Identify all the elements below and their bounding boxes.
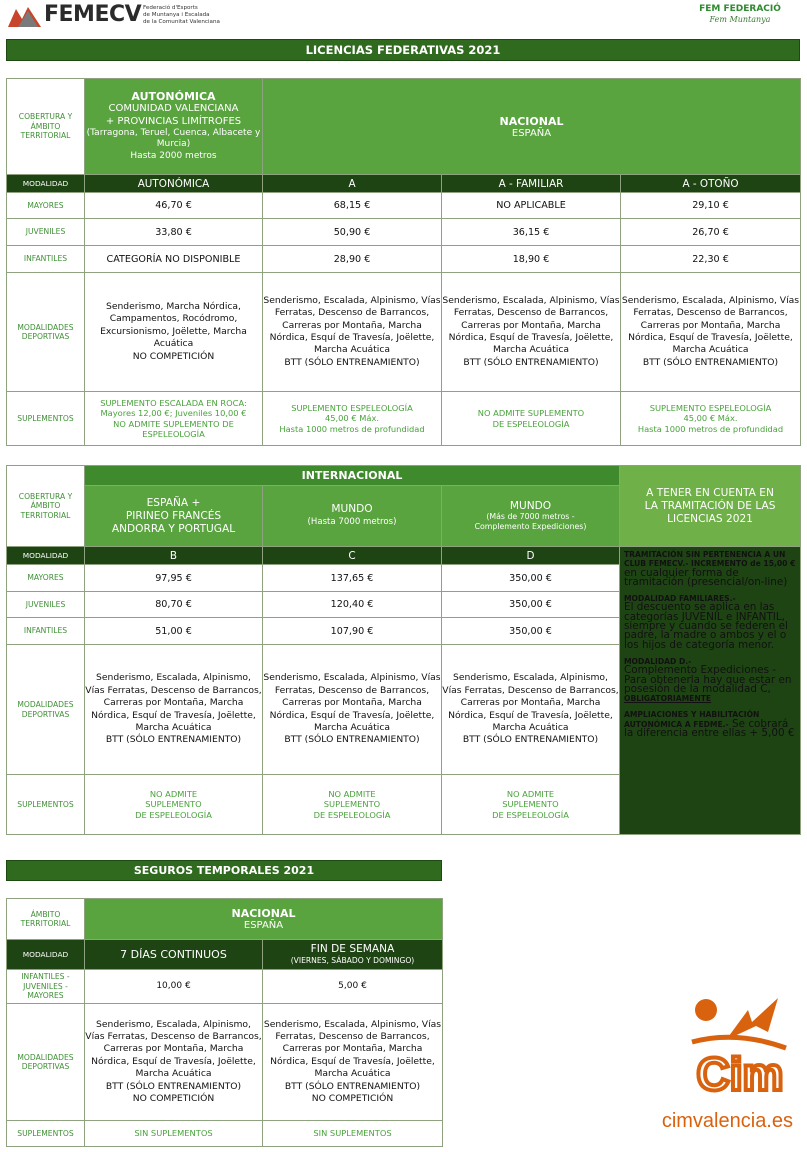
categorias-label: INFANTILES - JUVENILES - MAYORES	[7, 970, 85, 1004]
col-a-familiar: A - FAMILIAR	[442, 175, 621, 193]
price-cell: 107,90 €	[263, 618, 442, 645]
cim-logo-icon	[686, 992, 794, 1100]
suplemento-cell: NO ADMITE SUPLEMENTO DE ESPELEOLOGÍA	[263, 775, 442, 835]
suplementos-label: SUPLEMENTOS	[7, 775, 85, 835]
cobertura-label: COBERTURA Y ÁMBITO TERRITORIAL	[7, 79, 85, 175]
suplementos-label: SUPLEMENTOS	[7, 1121, 85, 1147]
internacional-table	[6, 465, 801, 835]
col-b: B	[85, 547, 263, 565]
licencias-title: LICENCIAS FEDERATIVAS 2021	[6, 39, 800, 61]
infantiles-label: INFANTILES	[7, 246, 85, 273]
price-cell: 97,95 €	[85, 565, 263, 592]
price-cell: 137,65 €	[263, 565, 442, 592]
note-familiares: MODALIDAD FAMILIARES.- El descuento se aplica en las categorías JUVENIL e INFANTIL, siempre y cuando se federen el padre, la madre o ambos y el o los hijos de categoría menor.	[624, 594, 788, 651]
price-cell: 18,90 €	[442, 246, 621, 273]
suplemento-cell: SUPLEMENTO ESPELEOLOGÍA 45,00 € Máx. Hasta 1000 metros de profundidad	[621, 392, 801, 446]
autonomica-header: AUTONÓMICA COMUNIDAD VALENCIANA + PROVINCIAS LIMÍTROFES (Tarragona, Teruel, Cuenca, Albacete y Murcia) Hasta 2000 metros	[85, 79, 263, 175]
note-tramitacion: TRAMITACIÓN SIN PERTENENCIA A UN CLUB FEMECV.- INCREMENTO de 15,00 € en cualquier forma de tramitación (presencial/on-line)	[624, 550, 796, 588]
modalidades-label: MODALIDADES DEPORTIVAS	[7, 645, 85, 775]
col-d: D	[442, 547, 620, 565]
note-title: A TENER EN CUENTA EN LA TRAMITACIÓN DE LAS LICENCIAS 2021	[620, 466, 801, 547]
price-cell: 350,00 €	[442, 618, 620, 645]
price-cell: 28,90 €	[263, 246, 442, 273]
price-cell: 350,00 €	[442, 565, 620, 592]
cobertura-label: COBERTURA Y ÁMBITO TERRITORIAL	[7, 466, 85, 547]
modalidades-label: MODALIDADES DEPORTIVAS	[7, 1004, 85, 1121]
juveniles-label: JUVENILES	[7, 592, 85, 618]
modalidades-cell: Senderismo, Escalada, Alpinismo, Vías Ferratas, Descenso de Barrancos, Carreras por Montaña, Marcha Nórdica, Esquí de Travesía, Joëlette, Marcha Acuática BTT (SÓLO ENTRENAMIENTO) NO COMPETICIÓN	[85, 1004, 263, 1121]
suplemento-cell: SUPLEMENTO ESPELEOLOGÍA 45,00 € Máx. Hasta 1000 metros de profundidad	[263, 392, 442, 446]
nacional-header: NACIONAL ESPAÑA	[263, 79, 801, 175]
note-ampliaciones: AMPLIACIONES Y HABILITACIÓN AUTONÓMICA A FEDME.- Se cobrará la diferencia entre ellas + 5,00 €	[624, 710, 795, 740]
price-cell: 22,30 €	[621, 246, 801, 273]
modalidades-cell: Senderismo, Escalada, Alpinismo, Vías Ferratas, Descenso de Barrancos, Carreras por Montaña, Marcha Nórdica, Esquí de Travesía, Joëlette, Marcha Acuática BTT (SÓLO ENTRENAMIENTO)	[442, 273, 621, 392]
internacional-title: INTERNACIONAL	[85, 466, 620, 486]
modalidad-label: MODALIDAD	[7, 940, 85, 970]
seguros-title: SEGUROS TEMPORALES 2021	[6, 860, 442, 881]
col-a: A	[263, 175, 442, 193]
col-autonomica: AUTONÓMICA	[85, 175, 263, 193]
col-b-header: ESPAÑA + PIRINEO FRANCÉS ANDORRA Y PORTUGAL	[85, 486, 263, 547]
col-a-otono: A - OTOÑO	[621, 175, 801, 193]
nacional-header: NACIONAL ESPAÑA	[85, 899, 443, 940]
note-modalidad-d: MODALIDAD D.- Complemento Expediciones - Para obtenerla hay que estar en posesión de la modalidad C, OBLIGATORIAMENTE	[624, 656, 792, 704]
modalidades-label: MODALIDADES DEPORTIVAS	[7, 273, 85, 392]
ambito-label: ÁMBITO TERRITORIAL	[7, 899, 85, 940]
col-fin-semana: FIN DE SEMANA (VIERNES, SÁBADO Y DOMINGO)	[263, 940, 443, 970]
price-cell: 36,15 €	[442, 219, 621, 246]
seguros-table	[6, 898, 443, 1147]
modalidades-cell: Senderismo, Escalada, Alpinismo, Vías Ferratas, Descenso de Barrancos, Carreras por Montaña, Marcha Nórdica, Esquí de Travesía, Joëlette, Marcha Acuática BTT (SÓLO ENTRENAMIENTO)	[263, 273, 442, 392]
femecv-logo-icon	[8, 3, 41, 27]
mayores-label: MAYORES	[7, 565, 85, 592]
modalidades-cell: Senderismo, Marcha Nórdica, Campamentos, Rocódromo, Excursionismo, Joëlette, Marcha Acuática NO COMPETICIÓN	[85, 273, 263, 392]
price-cell: 29,10 €	[621, 193, 801, 219]
suplemento-cell: SIN SUPLEMENTOS	[263, 1121, 443, 1147]
suplemento-cell: SIN SUPLEMENTOS	[85, 1121, 263, 1147]
suplemento-cell: NO ADMITE SUPLEMENTO DE ESPELEOLOGÍA	[442, 392, 621, 446]
price-cell: 5,00 €	[263, 970, 443, 1004]
mayores-label: MAYORES	[7, 193, 85, 219]
price-cell: NO APLICABLE	[442, 193, 621, 219]
juveniles-label: JUVENILES	[7, 219, 85, 246]
modalidad-label: MODALIDAD	[7, 547, 85, 565]
col-c: C	[263, 547, 442, 565]
modalidades-cell: Senderismo, Escalada, Alpinismo, Vías Ferratas, Descenso de Barrancos, Carreras por Montaña, Marcha Nórdica, Esquí de Travesía, Joëlette, Marcha Acuática BTT (SÓLO ENTRENAMIENTO)	[442, 645, 620, 775]
modalidades-cell: Senderismo, Escalada, Alpinismo, Vías Ferratas, Descenso de Barrancos, Carreras por Montaña, Marcha Nórdica, Esquí de Travesía, Joëlette, Marcha Acuática BTT (SÓLO ENTRENAMIENTO)	[621, 273, 801, 392]
fem-federacio-title: FEM FEDERACIÓ	[699, 4, 781, 14]
suplementos-label: SUPLEMENTOS	[7, 392, 85, 446]
price-cell: 120,40 €	[263, 592, 442, 618]
modalidad-label: MODALIDAD	[7, 175, 85, 193]
brand-name: FEMECV	[44, 2, 142, 27]
modalidades-cell: Senderismo, Escalada, Alpinismo, Vías Ferratas, Descenso de Barrancos, Carreras por Montaña, Marcha Nórdica, Esquí de Travesía, Joëlette, Marcha Acuática BTT (SÓLO ENTRENAMIENTO)	[263, 645, 442, 775]
col-7-dias: 7 DÍAS CONTINUOS	[85, 940, 263, 970]
fem-muntanya-sub: Fem Muntanya	[709, 15, 771, 24]
price-cell: 10,00 €	[85, 970, 263, 1004]
price-cell: 350,00 €	[442, 592, 620, 618]
suplemento-cell: NO ADMITE SUPLEMENTO DE ESPELEOLOGÍA	[85, 775, 263, 835]
suplemento-cell: NO ADMITE SUPLEMENTO DE ESPELEOLOGÍA	[442, 775, 620, 835]
modalidades-cell: Senderismo, Escalada, Alpinismo, Vías Ferratas, Descenso de Barrancos, Carreras por Montaña, Marcha Nórdica, Esquí de Travesía, Joëlette, Marcha Acuática BTT (SÓLO ENTRENAMIENTO)	[85, 645, 263, 775]
price-cell: 50,90 €	[263, 219, 442, 246]
price-cell: 68,15 €	[263, 193, 442, 219]
price-cell: 51,00 €	[85, 618, 263, 645]
licencias-table	[6, 78, 801, 446]
price-cell: 33,80 €	[85, 219, 263, 246]
price-cell: 46,70 €	[85, 193, 263, 219]
price-cell: 26,70 €	[621, 219, 801, 246]
price-cell: CATEGORÍA NO DISPONIBLE	[85, 246, 263, 273]
infantiles-label: INFANTILES	[7, 618, 85, 645]
col-d-header: MUNDO (Más de 7000 metros - Complemento Expediciones)	[442, 486, 620, 547]
svg-text:Cim: Cim	[696, 1048, 784, 1100]
modalidades-cell: Senderismo, Escalada, Alpinismo, Vías Ferratas, Descenso de Barrancos, Carreras por Montaña, Marcha Nórdica, Esquí de Travesía, Joëlette, Marcha Acuática BTT (SÓLO ENTRENAMIENTO) NO COMPETICIÓN	[263, 1004, 443, 1121]
notes-panel	[620, 547, 801, 835]
cimvalencia-site: cimvalencia.es	[661, 1110, 793, 1132]
suplemento-cell: SUPLEMENTO ESCALADA EN ROCA: Mayores 12,00 €; Juveniles 10,00 € NO ADMITE SUPLEMENTO DE ESPELEOLOGÍA	[85, 392, 263, 446]
brand-subtitle: Federació d'Esports de Muntanya i Escalada de la Comunitat Valenciana	[143, 5, 220, 25]
col-c-header: MUNDO (Hasta 7000 metros)	[263, 486, 442, 547]
price-cell: 80,70 €	[85, 592, 263, 618]
